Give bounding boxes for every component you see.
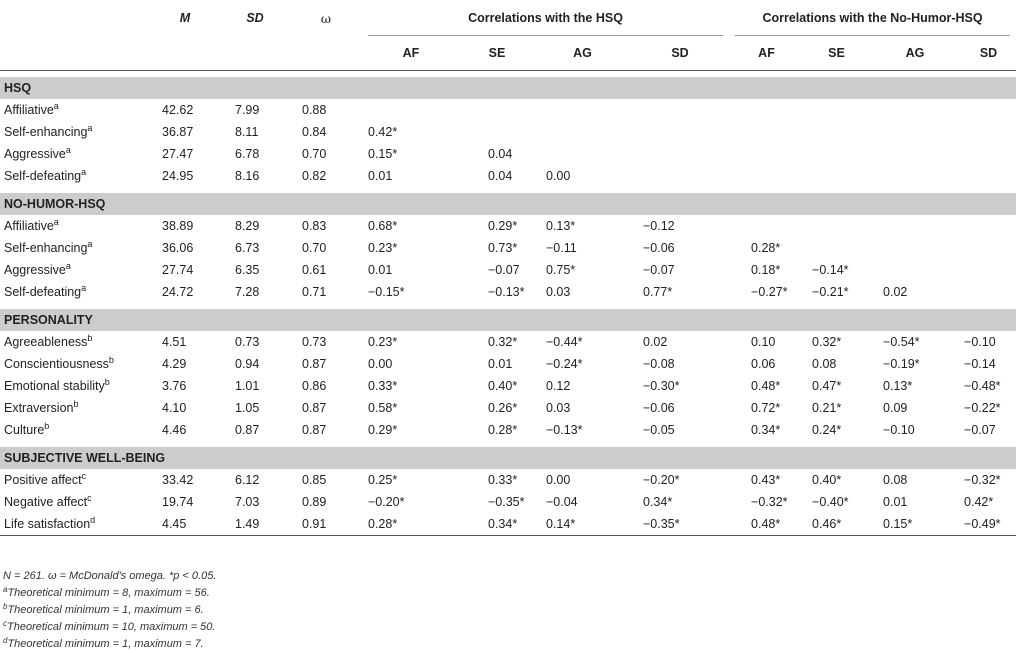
correlation-cell bbox=[460, 99, 534, 121]
mean-cell: 4.46 bbox=[162, 423, 187, 437]
correlation-cell: −0.07 bbox=[643, 263, 675, 277]
omega-cell: 0.89 bbox=[302, 495, 327, 509]
footnote-marker: b bbox=[87, 333, 93, 343]
omega-cell: 0.85 bbox=[302, 473, 327, 487]
correlation-cell bbox=[961, 259, 1016, 281]
correlation-cell bbox=[729, 143, 804, 165]
omega-cell: 0.88 bbox=[302, 103, 327, 117]
footnote-marker: a bbox=[81, 283, 87, 293]
subheader-hsq-ag: AG bbox=[534, 36, 631, 71]
correlation-cell: −0.06 bbox=[643, 401, 675, 415]
table-row bbox=[0, 259, 1016, 281]
mean-cell: 4.29 bbox=[162, 357, 187, 371]
correlation-cell: 0.34* bbox=[488, 517, 518, 531]
correlation-cell: 0.34* bbox=[643, 495, 673, 509]
footnote-main: N = 261. ω = McDonald's omega. *p < 0.05. bbox=[3, 570, 217, 582]
correlation-cell: 0.02 bbox=[643, 335, 668, 349]
footnote-d: $^d$Theoretical minimum = 1, maximum = 7. bbox=[3, 636, 204, 650]
correlation-cell: −0.24* bbox=[546, 357, 583, 371]
correlation-cell bbox=[961, 237, 1016, 259]
correlation-cell: −0.07 bbox=[488, 263, 520, 277]
header-group-hsq: Correlations with the HSQ bbox=[362, 0, 729, 36]
correlation-cell: −0.35* bbox=[643, 517, 680, 531]
sd-cell: 0.94 bbox=[235, 357, 260, 371]
footnote-marker: c bbox=[81, 471, 87, 481]
header-group-nohumor: Correlations with the No-Humor-HSQ bbox=[729, 0, 1016, 36]
omega-cell: 0.87 bbox=[302, 357, 327, 371]
mean-cell: 33.42 bbox=[162, 473, 194, 487]
correlation-cell: −0.20* bbox=[368, 495, 405, 509]
correlation-cell bbox=[362, 99, 460, 121]
correlation-cell: 0.00 bbox=[546, 169, 571, 183]
row-label: Life satisfaction$^d$ bbox=[4, 515, 96, 531]
correlation-cell: 0.01 bbox=[368, 169, 393, 183]
correlation-cell: −0.10 bbox=[964, 335, 996, 349]
footnote-marker: b bbox=[104, 377, 110, 387]
table-row bbox=[0, 237, 1016, 259]
row-label: Self-enhancing$^a$ bbox=[4, 123, 93, 139]
correlation-cell: 0.77* bbox=[643, 285, 673, 299]
correlation-cell: −0.20* bbox=[643, 473, 680, 487]
table-row bbox=[0, 215, 1016, 237]
table-row bbox=[0, 165, 1016, 187]
correlation-cell: 0.24* bbox=[812, 423, 842, 437]
subheader-nohumor-se: SE bbox=[804, 36, 869, 71]
correlation-cell bbox=[961, 281, 1016, 303]
correlation-cell: 0.28* bbox=[751, 241, 781, 255]
correlation-cell bbox=[534, 143, 631, 165]
correlation-cell: 0.42* bbox=[368, 125, 398, 139]
correlation-cell: −0.14 bbox=[964, 357, 996, 371]
row-label: Aggressive$^a$ bbox=[4, 145, 71, 161]
table-row bbox=[0, 331, 1016, 353]
mean-cell: 42.62 bbox=[162, 103, 194, 117]
correlation-cell: 0.23* bbox=[368, 335, 398, 349]
correlation-cell: 0.13* bbox=[546, 219, 576, 233]
sd-cell: 1.05 bbox=[235, 401, 260, 415]
header-omega: ω bbox=[320, 10, 332, 26]
header-row-main bbox=[0, 0, 1016, 36]
correlation-cell: 0.73* bbox=[488, 241, 518, 255]
footnote-marker: a bbox=[53, 101, 59, 111]
correlation-cell: −0.54* bbox=[883, 335, 920, 349]
correlation-cell bbox=[804, 143, 869, 165]
correlation-cell: 0.29* bbox=[488, 219, 518, 233]
correlation-cell bbox=[460, 121, 534, 143]
omega-cell: 0.83 bbox=[302, 219, 327, 233]
omega-cell: 0.91 bbox=[302, 517, 327, 531]
table-row bbox=[0, 375, 1016, 397]
correlation-cell bbox=[804, 99, 869, 121]
correlation-cell: 0.75* bbox=[546, 263, 576, 277]
correlation-cell bbox=[961, 143, 1016, 165]
subheader-hsq-sd: SD bbox=[631, 36, 729, 71]
mean-cell: 27.74 bbox=[162, 263, 194, 277]
table-row bbox=[0, 353, 1016, 375]
correlation-cell bbox=[534, 121, 631, 143]
correlation-cell bbox=[869, 99, 961, 121]
correlation-cell: 0.09 bbox=[883, 401, 908, 415]
correlation-cell: 0.18* bbox=[751, 263, 781, 277]
omega-cell: 0.87 bbox=[302, 423, 327, 437]
row-label: Agreeableness$^b$ bbox=[4, 333, 93, 349]
omega-cell: 0.84 bbox=[302, 125, 327, 139]
footnote-marker: a bbox=[87, 123, 93, 133]
correlation-cell bbox=[804, 215, 869, 237]
mean-cell: 27.47 bbox=[162, 147, 194, 161]
correlation-cell bbox=[869, 143, 961, 165]
correlation-cell bbox=[869, 215, 961, 237]
row-label: Negative affect$^c$ bbox=[4, 493, 92, 509]
footnote-b: $^b$Theoretical minimum = 1, maximum = 6. bbox=[3, 602, 204, 616]
correlation-cell: 0.23* bbox=[368, 241, 398, 255]
correlation-cell: 0.08 bbox=[883, 473, 908, 487]
table-row bbox=[0, 121, 1016, 143]
correlation-cell: 0.01 bbox=[368, 263, 393, 277]
mean-cell: 19.74 bbox=[162, 495, 194, 509]
correlation-cell bbox=[869, 237, 961, 259]
correlation-cell: 0.03 bbox=[546, 401, 571, 415]
correlation-cell bbox=[804, 121, 869, 143]
mean-cell: 36.87 bbox=[162, 125, 194, 139]
correlation-cell: 0.04 bbox=[488, 147, 513, 161]
row-label: Extraversion$^b$ bbox=[4, 399, 79, 415]
correlation-cell: 0.32* bbox=[488, 335, 518, 349]
correlation-cell: −0.13* bbox=[488, 285, 525, 299]
correlation-cell: 0.48* bbox=[751, 517, 781, 531]
correlation-cell: −0.27* bbox=[751, 285, 788, 299]
section-header bbox=[0, 447, 1016, 469]
correlation-cell: 0.01 bbox=[488, 357, 513, 371]
correlation-cell: −0.07 bbox=[964, 423, 996, 437]
mean-cell: 38.89 bbox=[162, 219, 194, 233]
mean-cell: 4.10 bbox=[162, 401, 187, 415]
correlation-cell: −0.19* bbox=[883, 357, 920, 371]
section-header bbox=[0, 77, 1016, 99]
correlation-cell: 0.58* bbox=[368, 401, 398, 415]
correlation-cell bbox=[804, 237, 869, 259]
table-body bbox=[0, 71, 1016, 537]
correlation-cell bbox=[534, 99, 631, 121]
correlation-cell bbox=[961, 165, 1016, 187]
correlation-cell: 0.68* bbox=[368, 219, 398, 233]
correlation-cell: 0.28* bbox=[368, 517, 398, 531]
row-label: Self-enhancing$^a$ bbox=[4, 239, 93, 255]
footnote-marker: d bbox=[90, 515, 96, 525]
correlation-cell: 0.43* bbox=[751, 473, 781, 487]
sd-cell: 1.01 bbox=[235, 379, 260, 393]
correlation-cell: 0.08 bbox=[812, 357, 837, 371]
correlation-cell: −0.08 bbox=[643, 357, 675, 371]
sd-cell: 7.99 bbox=[235, 103, 260, 117]
correlation-cell bbox=[961, 99, 1016, 121]
correlation-cell: 0.34* bbox=[751, 423, 781, 437]
sd-cell: 6.35 bbox=[235, 263, 260, 277]
correlation-cell: −0.11 bbox=[546, 241, 577, 255]
correlation-cell: 0.15* bbox=[368, 147, 398, 161]
correlation-cell: 0.04 bbox=[488, 169, 513, 183]
correlation-cell: 0.25* bbox=[368, 473, 398, 487]
sd-cell: 8.16 bbox=[235, 169, 260, 183]
sd-cell: 7.03 bbox=[235, 495, 260, 509]
header-sd: SD bbox=[246, 11, 264, 25]
correlation-cell: −0.49* bbox=[964, 517, 1001, 531]
subheader-hsq-af: AF bbox=[362, 36, 460, 71]
correlation-cell: 0.46* bbox=[812, 517, 842, 531]
section-title: PERSONALITY bbox=[0, 309, 1016, 331]
subheader-nohumor-af: AF bbox=[729, 36, 804, 71]
correlation-cell bbox=[729, 121, 804, 143]
correlation-cell: 0.33* bbox=[368, 379, 398, 393]
correlation-cell: 0.02 bbox=[883, 285, 908, 299]
correlation-cell: −0.05 bbox=[643, 423, 675, 437]
omega-cell: 0.70 bbox=[302, 241, 327, 255]
correlation-cell bbox=[961, 215, 1016, 237]
correlation-cell: 0.48* bbox=[751, 379, 781, 393]
sd-cell: 7.28 bbox=[235, 285, 260, 299]
sd-cell: 6.78 bbox=[235, 147, 260, 161]
header-blank bbox=[0, 0, 150, 36]
correlation-cell: 0.72* bbox=[751, 401, 781, 415]
correlation-cell: 0.12 bbox=[546, 379, 571, 393]
omega-cell: 0.61 bbox=[302, 263, 327, 277]
correlation-cell: 0.29* bbox=[368, 423, 398, 437]
correlation-cell: −0.32* bbox=[751, 495, 788, 509]
mean-cell: 4.45 bbox=[162, 517, 187, 531]
correlation-cell: 0.10 bbox=[751, 335, 776, 349]
footnote-a: $^a$Theoretical minimum = 8, maximum = 56. bbox=[3, 585, 210, 599]
row-label: Conscientiousness$^b$ bbox=[4, 355, 114, 371]
row-label: Affiliative$^a$ bbox=[4, 217, 59, 233]
correlation-cell: 0.15* bbox=[883, 517, 913, 531]
correlation-cell: 0.28* bbox=[488, 423, 518, 437]
correlation-cell bbox=[631, 121, 729, 143]
sd-cell: 8.11 bbox=[235, 125, 259, 139]
row-label: Positive affect$^c$ bbox=[4, 471, 87, 487]
correlation-cell: 0.47* bbox=[812, 379, 842, 393]
correlation-cell bbox=[631, 143, 729, 165]
correlation-cell: 0.00 bbox=[368, 357, 393, 371]
correlation-cell: 0.06 bbox=[751, 357, 776, 371]
omega-cell: 0.86 bbox=[302, 379, 327, 393]
correlation-cell bbox=[869, 259, 961, 281]
correlation-cell bbox=[729, 99, 804, 121]
section-header bbox=[0, 193, 1016, 215]
correlation-cell: −0.44* bbox=[546, 335, 583, 349]
row-label: Affiliative$^a$ bbox=[4, 101, 59, 117]
correlation-cell: 0.26* bbox=[488, 401, 518, 415]
table-row bbox=[0, 281, 1016, 303]
correlation-cell bbox=[729, 165, 804, 187]
correlation-cell: −0.32* bbox=[964, 473, 1001, 487]
sd-cell: 1.49 bbox=[235, 517, 260, 531]
correlation-cell: 0.03 bbox=[546, 285, 571, 299]
correlation-cell: 0.42* bbox=[964, 495, 994, 509]
correlation-cell: −0.22* bbox=[964, 401, 1001, 415]
header-mean: M bbox=[179, 11, 191, 25]
correlation-cell: −0.40* bbox=[812, 495, 849, 509]
correlation-cell: −0.35* bbox=[488, 495, 525, 509]
sd-cell: 8.29 bbox=[235, 219, 260, 233]
table-footnotes bbox=[0, 568, 1016, 653]
footnote-marker: b bbox=[73, 399, 79, 409]
footnote-marker: a bbox=[65, 145, 71, 155]
subheader-nohumor-ag: AG bbox=[869, 36, 961, 71]
table-row bbox=[0, 491, 1016, 513]
correlation-cell: 0.00 bbox=[546, 473, 571, 487]
row-label: Aggressive$^a$ bbox=[4, 261, 71, 277]
omega-cell: 0.70 bbox=[302, 147, 327, 161]
section-header bbox=[0, 309, 1016, 331]
omega-cell: 0.73 bbox=[302, 335, 327, 349]
correlation-cell: −0.15* bbox=[368, 285, 405, 299]
mean-cell: 4.51 bbox=[162, 335, 187, 349]
correlation-cell: 0.40* bbox=[488, 379, 518, 393]
table-bottom-rule bbox=[0, 536, 1016, 537]
row-label: Culture$^b$ bbox=[4, 421, 50, 437]
footnote-marker: b bbox=[44, 421, 50, 431]
correlation-cell: 0.32* bbox=[812, 335, 842, 349]
subheader-hsq-se: SE bbox=[460, 36, 534, 71]
omega-cell: 0.71 bbox=[302, 285, 327, 299]
correlation-cell: −0.06 bbox=[643, 241, 675, 255]
correlation-cell: 0.01 bbox=[883, 495, 908, 509]
omega-cell: 0.87 bbox=[302, 401, 327, 415]
section-title: NO-HUMOR-HSQ bbox=[0, 193, 1016, 215]
correlation-cell: 0.21* bbox=[812, 401, 842, 415]
correlation-cell: 0.14* bbox=[546, 517, 576, 531]
omega-cell: 0.82 bbox=[302, 169, 327, 183]
section-title: HSQ bbox=[0, 77, 1016, 99]
correlation-cell bbox=[631, 165, 729, 187]
footnote-marker: a bbox=[53, 217, 59, 227]
correlation-cell: −0.21* bbox=[812, 285, 849, 299]
correlation-cell bbox=[631, 99, 729, 121]
correlation-cell: 0.40* bbox=[812, 473, 842, 487]
correlation-cell bbox=[869, 121, 961, 143]
sd-cell: 0.87 bbox=[235, 423, 260, 437]
footnote-c: $^c$Theoretical minimum = 10, maximum = 50. bbox=[3, 619, 216, 633]
table-row bbox=[0, 419, 1016, 441]
table-row bbox=[0, 513, 1016, 536]
correlation-cell bbox=[804, 165, 869, 187]
correlation-cell bbox=[729, 215, 804, 237]
mean-cell: 36.06 bbox=[162, 241, 194, 255]
footnote-marker: b bbox=[108, 355, 114, 365]
correlation-cell: −0.10 bbox=[883, 423, 915, 437]
sd-cell: 0.73 bbox=[235, 335, 260, 349]
correlation-cell: 0.13* bbox=[883, 379, 913, 393]
row-label: Self-defeating$^a$ bbox=[4, 167, 87, 183]
correlation-cell: −0.12 bbox=[643, 219, 675, 233]
table-row bbox=[0, 397, 1016, 419]
row-label: Emotional stability$^b$ bbox=[4, 377, 110, 393]
footnote-marker: c bbox=[87, 493, 92, 503]
correlation-cell bbox=[961, 121, 1016, 143]
footnote-marker: a bbox=[65, 261, 71, 271]
correlation-cell: −0.04 bbox=[546, 495, 578, 509]
sd-cell: 6.12 bbox=[235, 473, 260, 487]
correlation-cell: −0.14* bbox=[812, 263, 849, 277]
correlation-cell: −0.48* bbox=[964, 379, 1001, 393]
correlation-cell: 0.33* bbox=[488, 473, 518, 487]
correlation-cell: −0.30* bbox=[643, 379, 680, 393]
correlation-cell bbox=[869, 165, 961, 187]
mean-cell: 24.95 bbox=[162, 169, 194, 183]
table-row bbox=[0, 469, 1016, 491]
footnote-marker: a bbox=[81, 167, 87, 177]
mean-cell: 24.72 bbox=[162, 285, 194, 299]
mean-cell: 3.76 bbox=[162, 379, 187, 393]
header-row-sub bbox=[0, 36, 1016, 71]
subheader-nohumor-sd: SD bbox=[961, 36, 1016, 71]
table-row bbox=[0, 99, 1016, 121]
table-row bbox=[0, 143, 1016, 165]
section-title: SUBJECTIVE WELL-BEING bbox=[0, 447, 1016, 469]
footnote-marker: a bbox=[87, 239, 93, 249]
sd-cell: 6.73 bbox=[235, 241, 260, 255]
correlation-cell: −0.13* bbox=[546, 423, 583, 437]
row-label: Self-defeating$^a$ bbox=[4, 283, 87, 299]
